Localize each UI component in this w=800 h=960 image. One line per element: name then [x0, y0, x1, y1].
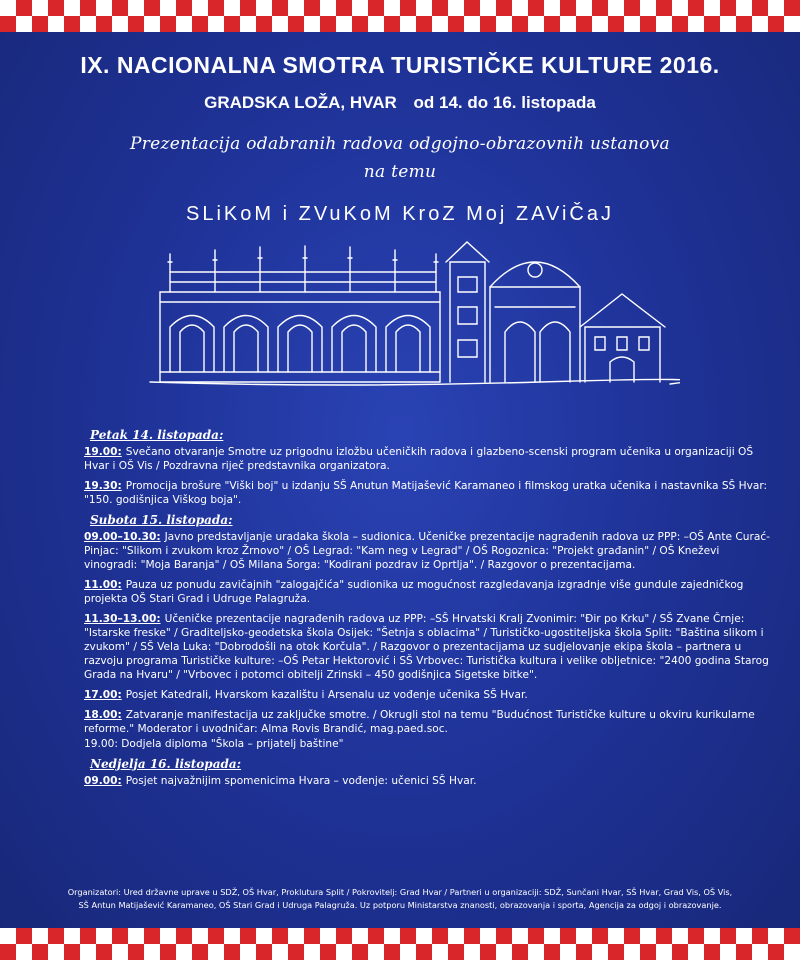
- footer-line-2: SŠ Antun Matijašević Karamaneo, OŠ Stari Grad i Udruga Palagruža. Uz potporu Ministarstva znanosti, obrazovanja i sporta, Agencija za odgoj i obrazovanje.: [78, 900, 722, 910]
- footer-line-1: Organizatori: Ured državne uprave u SDŽ, OŠ Hvar, Proklutura Split / Pokrovitelj: Grad Hvar / Partneri u organizaciji: SDŽ, Sunčani Hvar, SŠ Hvar, Grad Vis, OŠ Vis,: [67, 887, 733, 897]
- bottom-checkerboard-border: [0, 928, 800, 960]
- event-item: [84, 774, 774, 788]
- event-time: 18.00:: [84, 709, 122, 721]
- event-time: 19.30:: [84, 480, 122, 492]
- top-checkerboard-border: [0, 0, 800, 32]
- presentation-subtitle: [40, 130, 760, 186]
- town-hall-sketch-icon: [140, 232, 680, 400]
- event-text: Posjet najvažnijim spomenicima Hvara – vođenje: učenici SŠ Hvar.: [125, 775, 477, 787]
- event-text: Svečano otvaranje Smotre uz prigodnu izložbu učeničkih radova i glazbeno-scenski program učenika u organizaciji OŠ Hvar i OŠ Vis / Pozdravna riječ predstavnika organizatora.: [84, 446, 754, 472]
- event-text: Javno predstavljanje uradaka škola – sudionica. Učeničke prezentacije nagrađenih radova uz PPP: –OŠ Ante Curać-Pinjac: "Slikom i zvukom kroz Žrnovo" / OŠ Legrad: "Kam neg v Legrad" / OŠ Rogoznica: "Projekt građanin" / OŠ Kneževi vinogradi: "Moja Baranja" / OŠ Milana Šorga: "Kodirani pozdrav iz Oprtlja". / Razgovor o prezentacijama.: [84, 531, 770, 571]
- day-heading-sunday: Nedjelja 16. listopada:: [90, 757, 242, 771]
- theme-title: SLiKoM i ZVuKoM KroZ Moj ZAViČaJ: [186, 203, 614, 225]
- event-time: 19.00:: [84, 446, 122, 458]
- event-time: 17.00:: [84, 689, 122, 701]
- program-schedule: [84, 428, 774, 794]
- event-title: IX. NACIONALNA SMOTRA TURISTIČKE KULTURE 2016.: [80, 52, 720, 78]
- event-item: [84, 708, 774, 736]
- event-text: Posjet Katedrali, Hvarskom kazalištu i Arsenalu uz vođenje učenika SŠ Hvar.: [125, 689, 528, 701]
- day-heading-saturday: Subota 15. listopada:: [90, 513, 233, 527]
- event-item: [84, 578, 774, 606]
- dates: od 14. do 16. listopada: [413, 93, 596, 112]
- event-time: 11.30–13.00:: [84, 613, 161, 625]
- event-item: [84, 445, 774, 473]
- event-item: [84, 479, 774, 507]
- event-item: [84, 530, 774, 572]
- event-text: Promocija brošure "Viški boj" u izdanju SŠ Anutun Matijašević Karamaneo i filmskog uratka učenika i nastavnika SŠ Hvar: "150. godišnjica Viškog boja".: [84, 480, 768, 506]
- venue-dates-line: [0, 93, 800, 113]
- event-time: 09.00–10.30:: [84, 531, 161, 543]
- event-time: 11.00:: [84, 579, 122, 591]
- event-text: Pauza uz ponudu zavičajnih "zalogajčića" sudionika uz mogućnost razgledavanja izgradnje više gundule zajedničkog projekta OŠ Stari Grad i Udruge Palagruža.: [84, 579, 744, 605]
- presentation-line-1: Prezentacija odabranih radova odgojno-obrazovnih ustanova: [130, 134, 670, 154]
- event-item: [84, 612, 774, 682]
- presentation-line-2: na temu: [363, 162, 437, 182]
- day-heading-friday: Petak 14. listopada:: [90, 428, 224, 442]
- event-item: [84, 688, 774, 702]
- event-text: Zatvaranje manifestacija uz zaključke smotre. / Okrugli stol na temu "Budućnost Turističke kulture u okviru kurikularne reforme." Moderator i uvodničar: Alma Rovis Brandić, mag.paed.soc.: [84, 709, 755, 735]
- venue: GRADSKA LOŽA, HVAR: [204, 93, 397, 112]
- organizers-footer: [6, 886, 794, 912]
- event-text: Učeničke prezentacije nagrađenih radova uz PPP: –SŠ Hrvatski Kralj Zvonimir: "Đir po Krku" / SŠ Zvane Črnje: "Istarske freske" / Graditeljsko-geodetska škola Osijek: "Šetnja s oblacima" / Turističko-ugostiteljska škola Split: "Baština slikom i zvukom" / SŠ Vela Luka: "Dobrodošli na otok Korčula". / Razgovor o prezentacijama uz sudjelovanje ekipa škola – partnera u razvoju programa Turističke kulture: –OŠ Petar Hektorović i SŠ Vrbovec: Turistička kultura i velike obljetnice: "2400 godina Starog Grada na Hvaru" / "Vrbovec i potomci obitelji Zrinski – 450 godišnjica Sigetske bitke".: [84, 613, 769, 681]
- event-time: 09.00:: [84, 775, 122, 787]
- event-extra: 19.00: Dodjela diploma "Škola – prijatelj baštine": [84, 738, 344, 750]
